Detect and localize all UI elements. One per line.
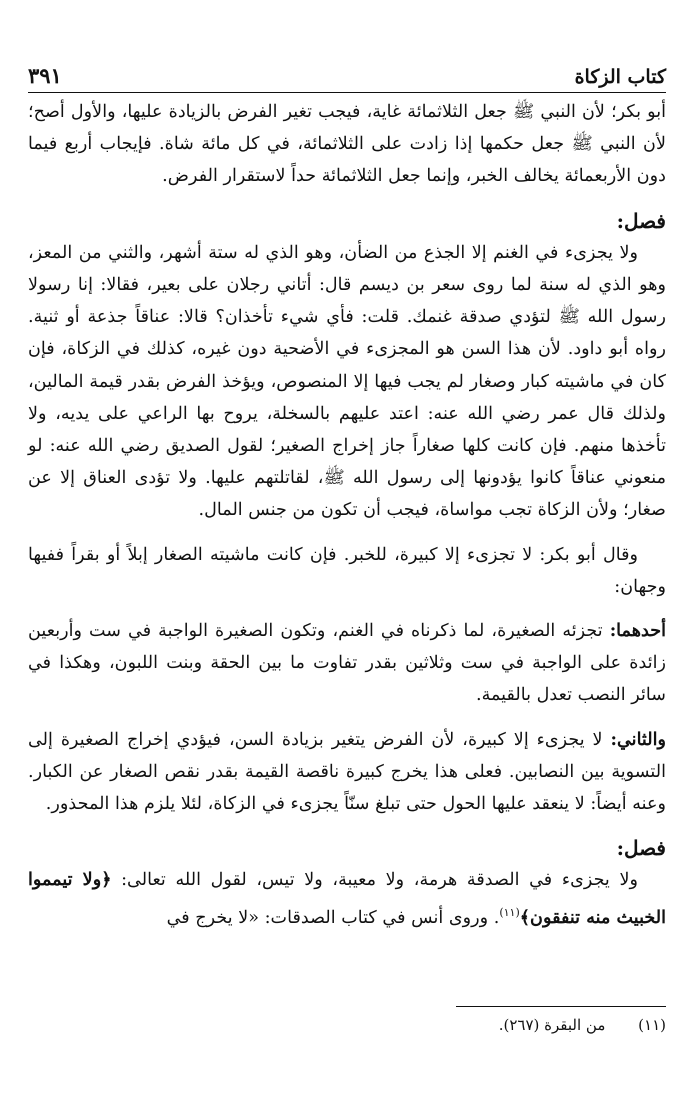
paragraph-6-text-b: . وروى أنس في كتاب الصدقات: «لا يخرج في [166,907,500,928]
paragraph-5-lead: والثاني: [610,728,666,750]
section-heading-2: فصل: [616,836,666,861]
paragraph-4-lead: أحدهما: [609,620,666,642]
paragraph-4-text: تجزئه الصغيرة، لما ذكرناه في الغنم، وتكون الصغيرة الواجبة في ست وأربعين زائدة على الواجبة في ست وثلاثين بقدر تفاوت ما بين الحقة وبنت اللبون، وهكذا في سائر النصب تعدل بالقيمة. [28,621,666,706]
section-heading-1: فصل: [616,208,666,233]
chapter-title: كتاب الزكاة [574,66,666,88]
paragraph-5-text: لا يجزىء إلا كبيرة، لأن الفرض يتغير بزيادة السن، فيؤدي إخراج الصغيرة إلى التسوية بين النصابين. فعلى هذا يخرج كبيرة ناقصة القيمة بقدر نقص الصغار عن الكبار. وعنه أيضاً: لا ينعقد عليها الحول حتى تبلغ سنّاً يجزىء في الزكاة، لئلا يلزم هذا المحذور. [28,729,666,815]
page-header [28,48,666,93]
footnote-marker: (١١) [499,905,520,919]
paragraph-4 [28,615,666,712]
paragraph-1: أبو بكر؛ لأن النبي ﷺ جعل الثلاثمائة غاية، فيجب تغير الفرض بالزيادة عليها، والأول أصح؛ لأن النبي ﷺ جعل حكمها إذا زادت على الثلاثمائة، في كل مائة شاة. فإيجاب أربع فيما دون الأربعمائة يخالف الخبر، وإنما جعل الثلاثمائة حداً لاستقرار الفرض. [28,102,666,187]
paragraph-3: وقال أبو بكر: لا تجزىء إلا كبيرة، للخبر. فإن كانت ماشيته الصغار إبلاً أو بقراً ففيها وجهان: [28,544,666,597]
page-body [28,96,666,934]
quran-quote: ﴿ولا تيمموا الخبيث منه تنفقون﴾ [28,869,666,928]
footnote-number: (١١) [638,1016,666,1034]
paragraph-5 [28,724,666,821]
paragraph-6-text-a: ولا يجزىء في الصدقة هرمة، ولا معيبة، ولا تيس، لقول الله تعالى: [111,870,638,891]
page-number: ٣٩١ [28,63,62,88]
footnote [499,1014,666,1036]
footnote-text: من البقرة (٢٦٧). [498,1016,606,1034]
paragraph-6 [28,864,666,933]
paragraph-2: ولا يجزىء في الغنم إلا الجذع من الضأن، وهو الذي له ستة أشهر، والثني من المعز، وهو الذي له سنة لما روى سعر بن ديسم قال: أتاني رجلان على بعير، فقالا: إنا رسولا رسول الله ﷺ لتؤدي صدقة غنمك. قلت: فأي شيء تأخذان؟ قالا: عناقاً جذعة أو ثنية. رواه أبو داود. لأن هذا السن هو المجزىء في الأضحية دون غيره، كذلك في الزكاة، فإن كان في ماشيته كبار وصغار لم يجب فيها إلا المنصوص، ويؤخذ الفرض بقدر قيمة المالين، ولذلك قال عمر رضي الله عنه: اعتد عليهم بالسخلة، يروح بها الراعي على يديه، ولا تأخذها منهم. فإن كانت كلها صغاراً جاز إخراج الصغير؛ لقول الصديق رضي الله عنه: لو منعوني عناقاً كانوا يؤدونها إلى رسول الله ﷺ، لقاتلتهم عليها. ولا تؤدى العناق إلا عن صغار؛ ولأن الزكاة تجب مواساة، فيجب أن تكون من جنس المال. [28,242,666,521]
footnote-divider [456,1006,666,1007]
